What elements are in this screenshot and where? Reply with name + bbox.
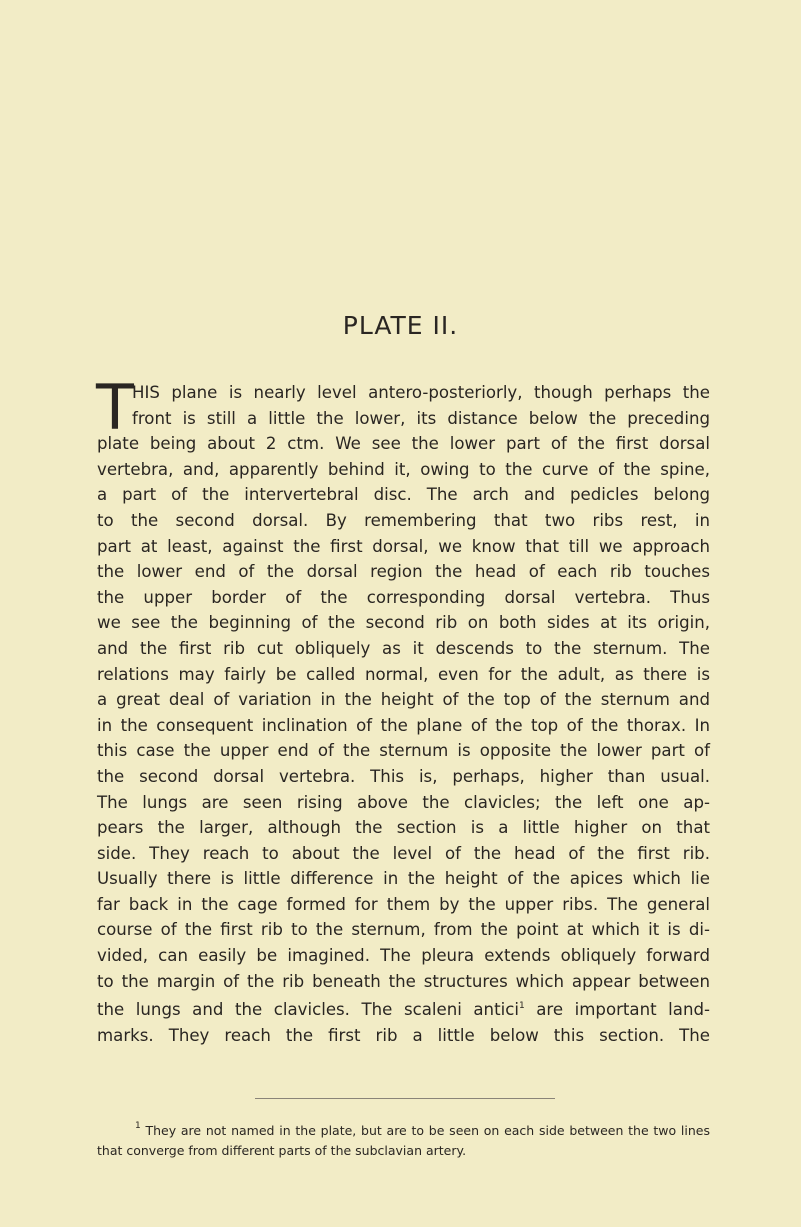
- drop-cap-letter: T: [96, 371, 134, 444]
- paragraph-line: plate being about 2 ctm. We see the lower part of the first dorsal: [97, 434, 710, 454]
- paragraph-line: vertebra, and, apparently behind it, owing to the curve of the spine,: [97, 459, 710, 479]
- paragraph-line: side. They reach to about the level of the head of the first rib.: [97, 843, 710, 863]
- paragraph-line-end: are important land-: [524, 1000, 710, 1020]
- paragraph-line: a great deal of variation in the height of the top of the sternum and: [97, 690, 710, 710]
- footnote-reference: 1: [518, 1001, 525, 1012]
- paragraph-line: to the margin of the rib beneath the structures which appear between: [97, 971, 710, 991]
- footnote-marker: 1: [135, 1121, 141, 1131]
- paragraph-line: relations may fairly be called normal, even for the adult, as there is: [97, 664, 710, 684]
- paragraph-line: marks. They reach the first rib a little below this section. The: [97, 1025, 710, 1045]
- paragraph-line: the second dorsal vertebra. This is, perhaps, higher than usual.: [97, 766, 710, 786]
- footnote-line: that converge from different parts of the subclavian artery.: [97, 1143, 467, 1158]
- paragraph-line: HIS plane is nearly level antero-posteriorly, though perhaps the: [132, 383, 710, 402]
- footnote-text: They are not named in the plate, but are to be seen on each side between the two lines: [145, 1123, 710, 1138]
- body-paragraph: [96, 371, 710, 1048]
- paragraph-line: course of the first rib to the sternum, from the point at which it is di-: [97, 920, 710, 940]
- paragraph-line: we see the beginning of the second rib on both sides at its origin,: [97, 613, 710, 633]
- paragraph-line: to the second dorsal. By remembering that two ribs rest, in: [97, 510, 710, 530]
- paragraph-line: and the first rib cut obliquely as it descends to the sternum. The: [97, 638, 710, 658]
- paragraph-line-start: the lungs and the clavicles. The scaleni antici: [97, 1000, 519, 1020]
- paragraph-line: front is still a little the lower, its distance below the preceding: [132, 408, 710, 428]
- paragraph-line: vided, can easily be imagined. The pleura extends obliquely forward: [97, 946, 710, 966]
- paragraph-line: The lungs are seen rising above the clavicles; the left one ap-: [97, 792, 710, 812]
- paragraph-line: pears the larger, although the section is a little higher on that: [97, 818, 710, 838]
- paragraph-line: the lower end of the dorsal region the head of each rib touches: [97, 562, 710, 582]
- paragraph-line: the upper border of the corresponding dorsal vertebra. Thus: [97, 587, 710, 607]
- footnote: [97, 1116, 710, 1161]
- plate-title: PLATE II.: [342, 311, 459, 340]
- paragraph-line-with-note: [97, 994, 710, 1023]
- paragraph-line: part at least, against the first dorsal, we know that till we approach: [97, 536, 710, 556]
- paragraph-line: this case the upper end of the sternum is opposite the lower part of: [97, 741, 710, 761]
- paragraph-line: far back in the cage formed for them by the upper ribs. The general: [97, 894, 710, 914]
- paragraph-line: in the consequent inclination of the plane of the top of the thorax. In: [97, 715, 710, 735]
- footnote-line: [97, 1116, 710, 1141]
- paragraph-line: a part of the intervertebral disc. The arch and pedicles belong: [97, 485, 710, 505]
- footnote-divider: [255, 1098, 555, 1099]
- paragraph-line: Usually there is little difference in the height of the apices which lie: [97, 869, 710, 889]
